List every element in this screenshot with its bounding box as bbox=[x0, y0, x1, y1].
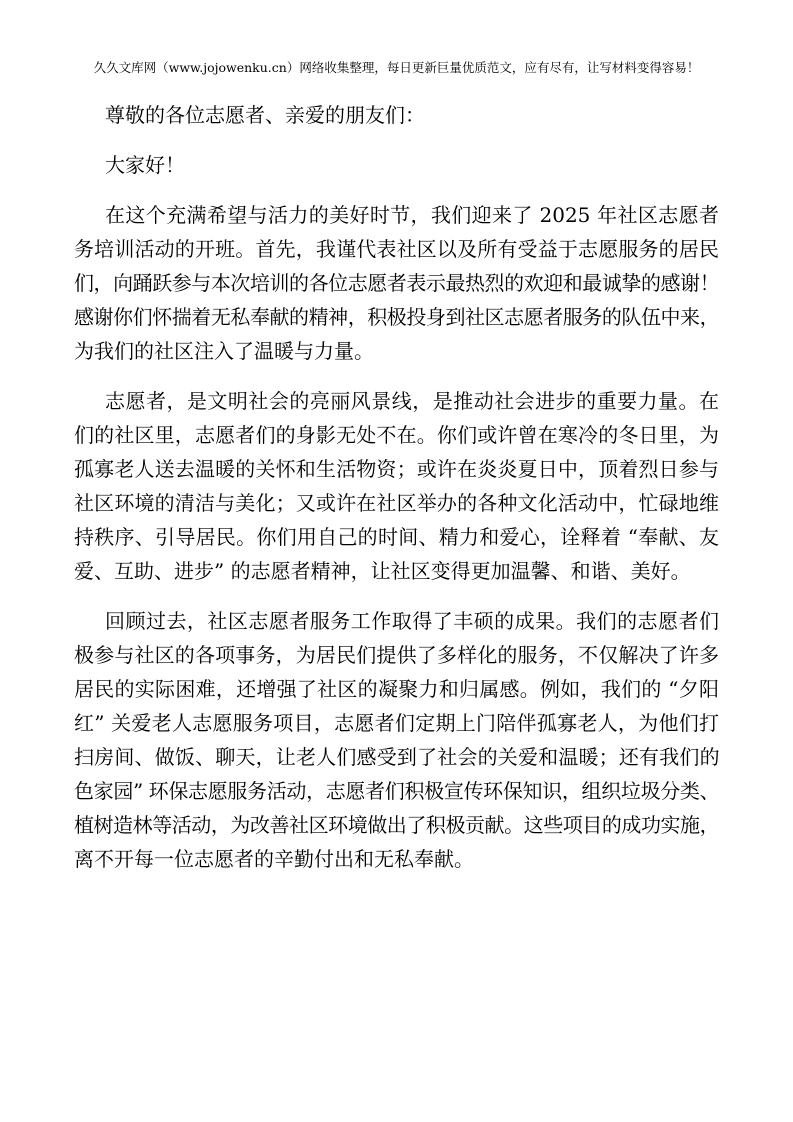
document-body bbox=[74, 98, 719, 876]
paragraph-line: 志愿者，是文明社会的亮丽风景线，是推动社会进步的重要力量。在 bbox=[105, 389, 719, 413]
paragraph-line: 社区环境的清洁与美化；又或许在社区举办的各种文化活动中，忙碌地维 bbox=[74, 491, 719, 515]
salutation: 尊敬的各位志愿者、亲爱的朋友们： bbox=[105, 103, 425, 127]
paragraph-line: 为我们的社区注入了温暖与力量。 bbox=[74, 339, 374, 363]
paragraph-line: 色家园” 环保志愿服务活动，志愿者们积极宣传环保知识，组织垃圾分类、 bbox=[74, 779, 719, 803]
paragraph-line: 红” 关爱老人志愿服务项目，志愿者们定期上门陪伴孤寡老人，为他们打 bbox=[74, 711, 719, 735]
greeting: 大家好！ bbox=[105, 153, 185, 177]
paragraph-line: 持秩序、引导居民。你们用自己的时间、精力和爱心，诠释着 “奉献、友 bbox=[74, 525, 719, 549]
paragraph-2 bbox=[74, 384, 719, 588]
paragraph-line: 务培训活动的开班。首先，我谨代表社区以及所有受益于志愿服务的居民 bbox=[74, 237, 719, 261]
paragraph-1 bbox=[74, 198, 719, 368]
paragraph-line: 感谢你们怀揣着无私奉献的精神，积极投身到社区志愿者服务的队伍中来， bbox=[74, 305, 719, 329]
paragraph-line: 们的社区里，志愿者们的身影无处不在。你们或许曾在寒冷的冬日里，为 bbox=[74, 423, 719, 447]
paragraph-line: 扫房间、做饭、聊天，让老人们感受到了社会的关爱和温暖；还有我们的 bbox=[74, 745, 719, 769]
paragraph-line: 极参与社区的各项事务，为居民们提供了多样化的服务，不仅解决了许多 bbox=[74, 643, 719, 667]
paragraph-line: 居民的实际困难，还增强了社区的凝聚力和归属感。例如，我们的 “夕阳 bbox=[74, 677, 719, 701]
paragraph-line: 植树造林等活动，为改善社区环境做出了积极贡献。这些项目的成功实施， bbox=[74, 813, 719, 837]
paragraph-line: 爱、互助、进步” 的志愿者精神，让社区变得更加温馨、和谐、美好。 bbox=[74, 559, 691, 583]
paragraph-line: 孤寡老人送去温暖的关怀和生活物资；或许在炎炎夏日中，顶着烈日参与 bbox=[74, 457, 719, 481]
page-header: 久久文库网（www.jojowenku.cn）网络收集整理，每日更新巨量优质范文，应有尽有，让写材料变得容易！ bbox=[93, 60, 700, 75]
paragraph-line: 离不开每一位志愿者的辛勤付出和无私奉献。 bbox=[74, 847, 474, 871]
paragraph-3 bbox=[74, 604, 719, 876]
paragraph-line: 回顾过去，社区志愿者服务工作取得了丰硕的成果。我们的志愿者们 bbox=[105, 609, 719, 633]
paragraph-line: 在这个充满希望与活力的美好时节，我们迎来了 2025 年社区志愿者 bbox=[105, 203, 719, 227]
paragraph-line: 们，向踊跃参与本次培训的各位志愿者表示最热烈的欢迎和最诚挚的感谢！ bbox=[74, 271, 719, 295]
